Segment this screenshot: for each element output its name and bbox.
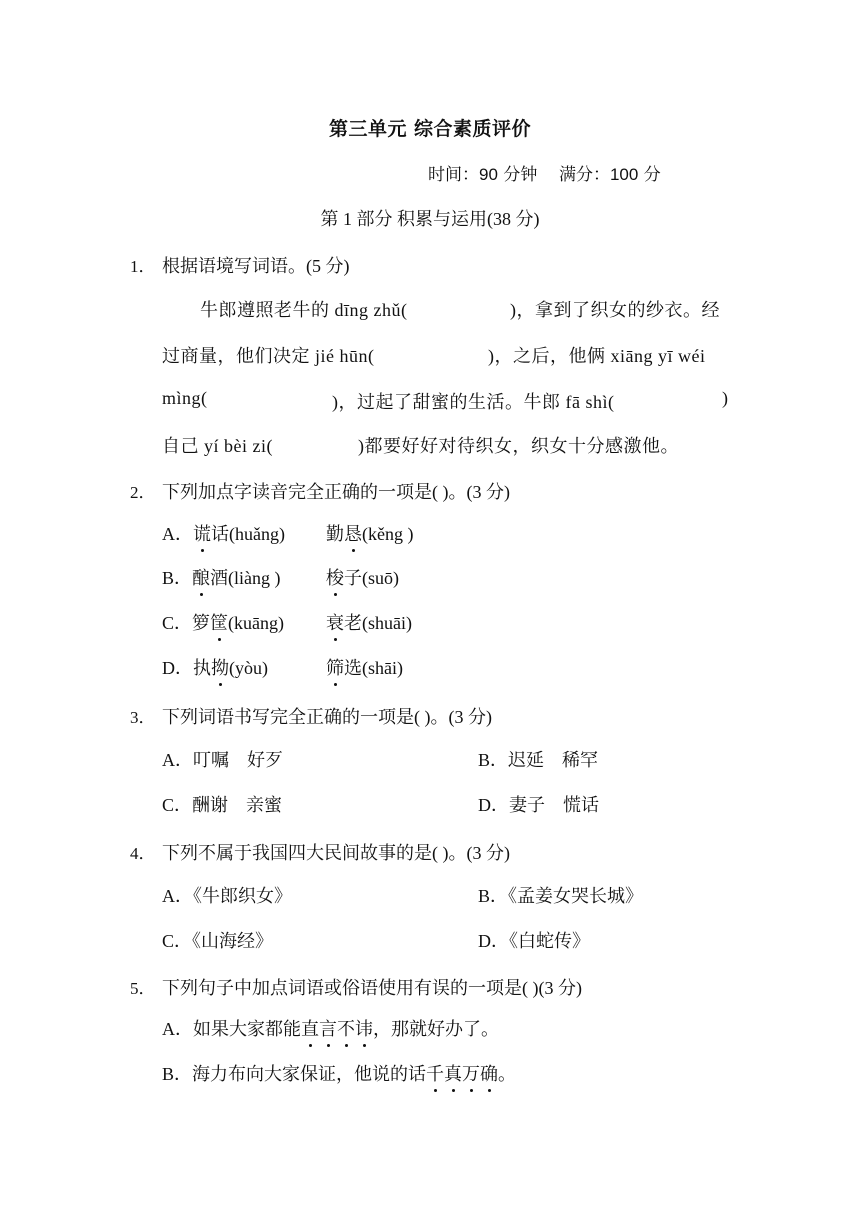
option-label: B． [478, 886, 509, 906]
fill-line-3a: mìng( [162, 388, 208, 408]
sentence-post: ，那就好办了。 [373, 1019, 499, 1039]
question-number: 3． [130, 708, 156, 727]
fill-line-4a: 自己 yí bèi zi( [162, 436, 273, 456]
word-pre: 箩 [192, 613, 211, 633]
sentence-post: 。 [498, 1064, 517, 1084]
dotted-char: 谎 [193, 520, 211, 546]
question-stem: 下列句子中加点词语或俗语使用有误的一项是( )(3 分) [162, 978, 582, 998]
option-b[interactable] [162, 564, 281, 590]
option-label: A． [162, 750, 193, 770]
fill-line-3c: ) [722, 388, 729, 408]
score-label: 满分： [558, 165, 610, 185]
option-d-word2 [326, 654, 403, 680]
option-label: B． [162, 1064, 193, 1084]
dotted-char: 直 [301, 1015, 319, 1041]
option-b[interactable] [478, 882, 643, 908]
fill-line-1a: 牛郎遵照老牛的 dīng zhǔ( [200, 300, 408, 320]
option-label: C． [162, 931, 193, 951]
option-b[interactable] [478, 746, 598, 772]
dotted-char: 拗 [211, 654, 229, 680]
option-b-word2 [326, 564, 399, 590]
option-label: B． [478, 750, 509, 770]
question-number: 5． [130, 979, 156, 998]
question-number: 1． [130, 257, 156, 276]
score-value: 100 [609, 165, 639, 184]
word-rest: 酒(liàng ) [210, 568, 281, 588]
fill-line-1b: )，拿到了织女的纱衣。经 [510, 300, 720, 320]
option-text: 《牛郎织女》 [193, 886, 292, 906]
word-rest: 子(suō) [344, 568, 399, 588]
option-label: C． [162, 613, 193, 633]
word-pre: 执 [193, 658, 211, 678]
option-c[interactable] [162, 927, 273, 953]
option-text: 迟延 稀罕 [508, 750, 599, 770]
option-label: A． [162, 1019, 193, 1039]
word-rest: 话(huǎng) [211, 524, 285, 544]
word-rest: 老(shuāi) [344, 613, 412, 633]
word-rest: (yòu) [229, 658, 268, 678]
word-rest: 选(shāi) [344, 658, 403, 678]
option-b[interactable] [162, 1060, 516, 1086]
dotted-char: 千 [426, 1060, 444, 1086]
option-text: 《孟姜女哭长城》 [508, 886, 644, 906]
sentence-pre: 海力布向大家保证，他说的话 [192, 1064, 427, 1084]
dotted-char: 衰 [326, 609, 344, 635]
option-a[interactable] [162, 746, 283, 772]
word-pre: 勤 [326, 524, 344, 544]
dotted-char: 确 [480, 1060, 498, 1086]
dotted-char: 万 [462, 1060, 480, 1086]
question-stem: 下列加点字读音完全正确的一项是( )。(3 分) [162, 482, 510, 502]
time-unit: 分钟 [503, 165, 538, 185]
dotted-char: 恳 [344, 520, 362, 546]
option-text: 叮嘱 好歹 [193, 750, 283, 770]
option-text: 酬谢 亲蜜 [192, 795, 283, 815]
question-stem: 根据语境写词语。(5 分) [162, 256, 350, 276]
option-d[interactable] [478, 927, 590, 953]
dotted-char: 不 [337, 1015, 355, 1041]
option-label: A． [162, 886, 193, 906]
option-text: 妻子 慌话 [509, 795, 599, 815]
option-a[interactable] [162, 520, 285, 546]
dotted-char: 讳 [355, 1015, 373, 1041]
page-title: 第三单元 综合素质评价 [328, 118, 532, 140]
time-value: 90 [479, 165, 498, 184]
option-text: 《山海经》 [192, 931, 274, 951]
dotted-char: 梭 [326, 564, 344, 590]
fill-line-4b: )都要好好对待织女，织女十分感激他。 [358, 436, 679, 456]
option-d[interactable] [162, 654, 268, 680]
sentence-pre: 如果大家都能 [193, 1019, 301, 1039]
dotted-char: 真 [444, 1060, 462, 1086]
dotted-char: 酿 [192, 564, 210, 590]
option-label: B． [162, 568, 193, 588]
option-label: D． [478, 795, 509, 815]
word-rest: (kuāng) [228, 613, 284, 633]
word-rest: (kěng ) [362, 524, 414, 544]
question-stem: 下列词语书写完全正确的一项是( )。(3 分) [162, 707, 492, 727]
option-c[interactable] [162, 609, 284, 635]
question-stem: 下列不属于我国四大民间故事的是( )。(3 分) [162, 843, 510, 863]
option-a[interactable] [162, 1015, 499, 1041]
fill-line-3b: )，过起了甜蜜的生活。牛郎 fā shì( [332, 392, 615, 412]
option-label: D． [162, 658, 193, 678]
option-a-word2 [326, 520, 413, 546]
question-number: 2． [130, 483, 156, 502]
fill-line-2a: 过商量，他们决定 jié hūn( [162, 346, 375, 366]
exam-meta [428, 160, 661, 185]
option-c-word2 [326, 609, 412, 635]
dotted-char: 言 [319, 1015, 337, 1041]
fill-line-2b: )，之后，他俩 xiāng yī wéi [488, 346, 706, 366]
score-unit: 分 [643, 165, 661, 185]
time-label: 时间： [428, 165, 479, 185]
dotted-char: 筐 [210, 609, 228, 635]
option-c[interactable] [162, 791, 282, 817]
option-text: 《白蛇传》 [509, 931, 590, 951]
option-label: A． [162, 524, 193, 544]
option-d[interactable] [478, 791, 599, 817]
option-label: D． [478, 931, 509, 951]
option-a[interactable] [162, 882, 292, 908]
section-heading: 第 1 部分 积累与运用(38 分) [320, 209, 540, 229]
option-label: C． [162, 795, 193, 815]
question-number: 4． [130, 844, 156, 863]
dotted-char: 筛 [326, 654, 344, 680]
